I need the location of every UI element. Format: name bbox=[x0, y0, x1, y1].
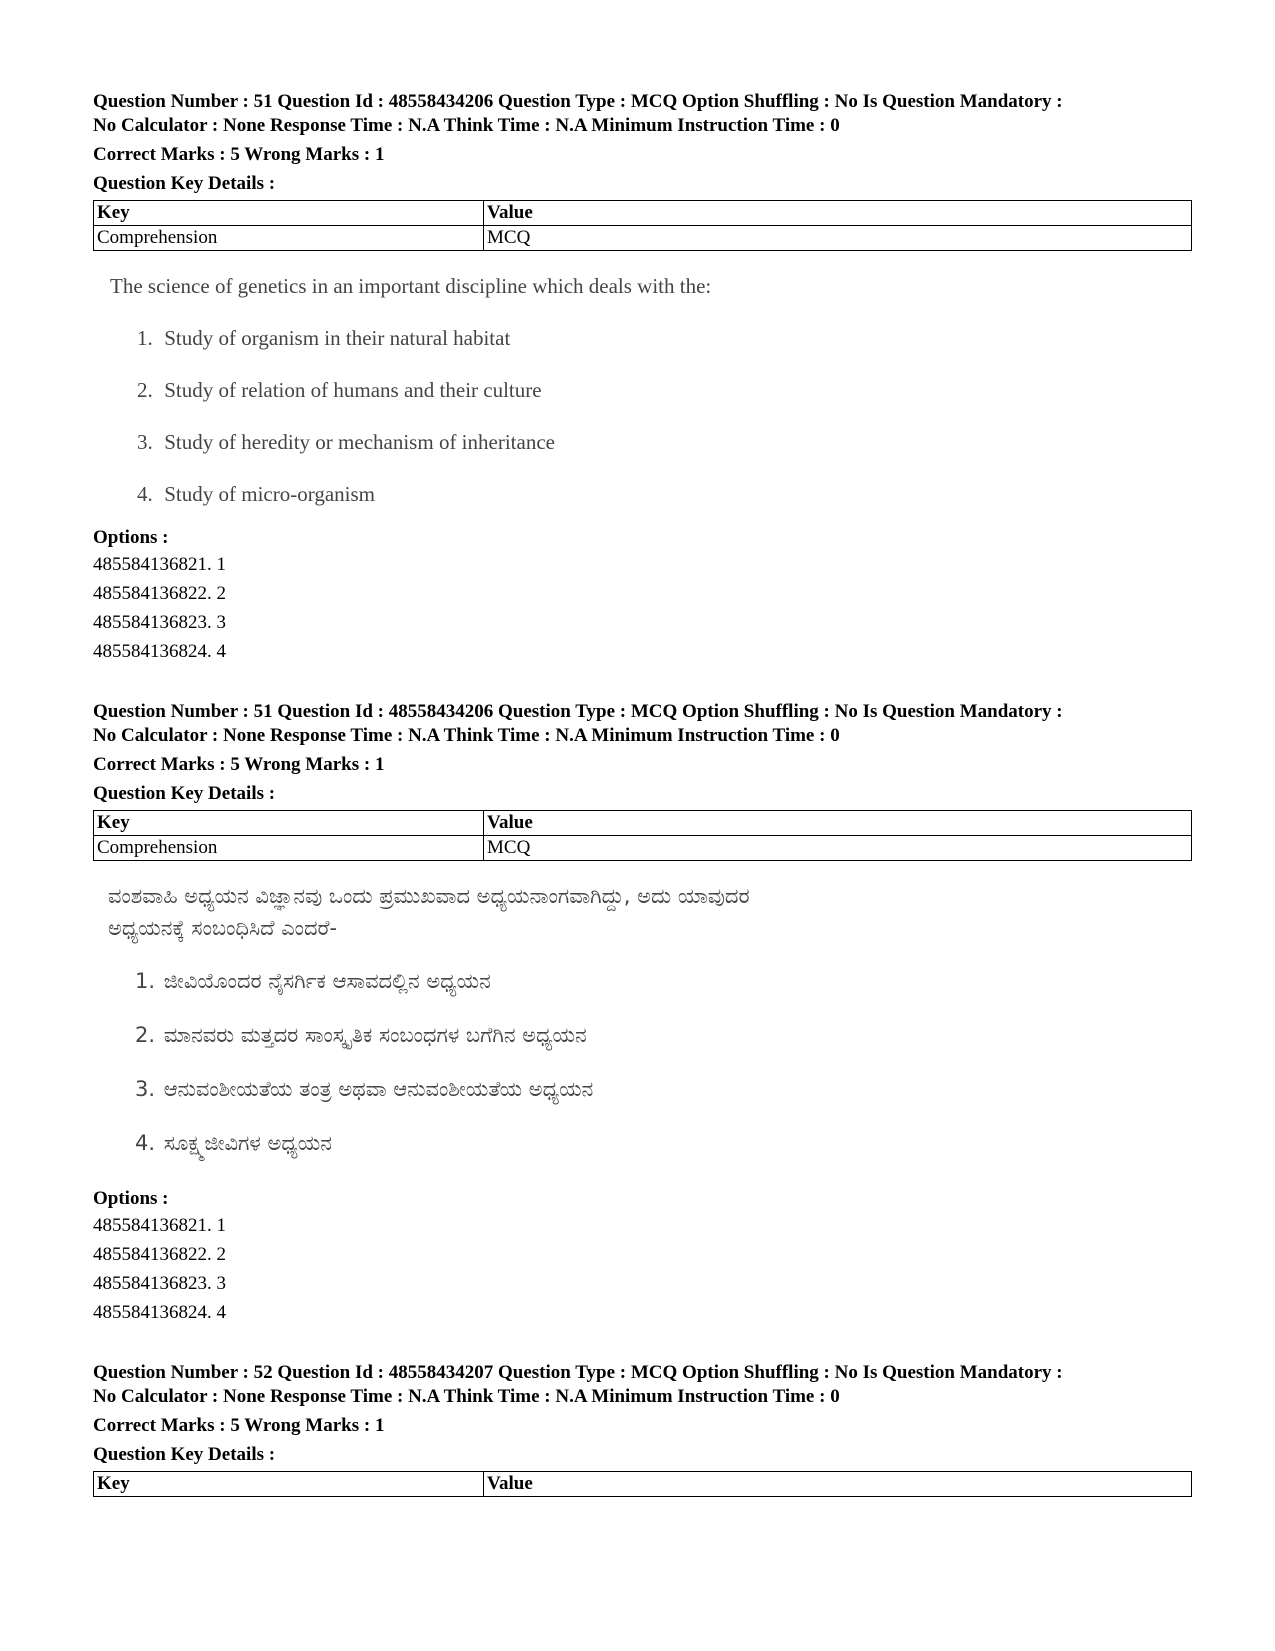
table-cell-key: Comprehension bbox=[94, 226, 484, 251]
question-image-english bbox=[110, 271, 711, 509]
list-item: 4. Study of micro-organism bbox=[137, 482, 376, 506]
option-item: 485584136824. 4 bbox=[93, 641, 226, 662]
question-header bbox=[93, 90, 1193, 138]
options-label: Options : bbox=[93, 527, 169, 548]
question-header bbox=[93, 700, 1193, 748]
question-stem: The science of genetics in an important discipline which deals with the: bbox=[110, 274, 712, 298]
key-details-table bbox=[93, 200, 1192, 251]
table-header-value: Value bbox=[484, 1472, 1192, 1497]
list-item: 2. ಮಾನವರು ಮತ್ತದರ ಸಾಂಸ್ಕೃತಿಕ ಸಂಬಂಧಗಳ ಬಗೆಗಿನ ಅಧ್ಯಯನ bbox=[135, 1023, 587, 1047]
option-item: 485584136823. 3 bbox=[93, 1273, 226, 1294]
question-image-kannada bbox=[108, 880, 750, 1158]
list-item: 4. ಸೂಕ್ಷ್ಮಜೀವಿಗಳ ಅಧ್ಯಯನ bbox=[135, 1131, 332, 1155]
table-header-key: Key bbox=[94, 811, 484, 836]
option-item: 485584136823. 3 bbox=[93, 612, 226, 633]
key-details-table bbox=[93, 1471, 1192, 1497]
marks-line: Correct Marks : 5 Wrong Marks : 1 bbox=[93, 144, 385, 165]
table-header-row bbox=[94, 201, 1192, 226]
table-row bbox=[94, 836, 1192, 861]
marks-line: Correct Marks : 5 Wrong Marks : 1 bbox=[93, 754, 385, 775]
table-cell-value: MCQ bbox=[484, 836, 1192, 861]
key-details-label: Question Key Details : bbox=[93, 1444, 276, 1465]
option-item: 485584136821. 1 bbox=[93, 554, 226, 575]
header-line-2: No Calculator : None Response Time : N.A Think Time : N.A Minimum Instruction Time : 0 bbox=[93, 725, 840, 746]
options-label: Options : bbox=[93, 1188, 169, 1209]
key-details-label: Question Key Details : bbox=[93, 173, 276, 194]
table-header-key: Key bbox=[94, 201, 484, 226]
question-stem-line-2: ಅಧ್ಯಯನಕ್ಕೆ ಸಂಬಂಧಿಸಿದೆ ಎಂದರೆ- bbox=[108, 916, 338, 940]
table-header-row bbox=[94, 1472, 1192, 1497]
list-item: 2. Study of relation of humans and their culture bbox=[137, 378, 542, 402]
question-item-list bbox=[137, 323, 711, 509]
question-item-list bbox=[135, 966, 750, 1158]
options-section-2 bbox=[93, 1187, 1193, 1327]
header-line-1: Question Number : 51 Question Id : 48558434206 Question Type : MCQ Option Shuffling : No Is Question Mandatory : bbox=[93, 701, 1063, 722]
table-header-value: Value bbox=[484, 201, 1192, 226]
header-line-2: No Calculator : None Response Time : N.A Think Time : N.A Minimum Instruction Time : 0 bbox=[93, 115, 840, 136]
table-row bbox=[94, 226, 1192, 251]
option-item: 485584136822. 2 bbox=[93, 583, 226, 604]
table-header-row bbox=[94, 811, 1192, 836]
list-item: 1. Study of organism in their natural habitat bbox=[137, 326, 511, 350]
header-line-1: Question Number : 51 Question Id : 48558434206 Question Type : MCQ Option Shuffling : No Is Question Mandatory : bbox=[93, 91, 1063, 112]
question-block-2 bbox=[93, 700, 1193, 861]
table-header-value: Value bbox=[484, 811, 1192, 836]
table-cell-value: MCQ bbox=[484, 226, 1192, 251]
header-line-1: Question Number : 52 Question Id : 48558434207 Question Type : MCQ Option Shuffling : No Is Question Mandatory : bbox=[93, 1362, 1063, 1383]
option-item: 485584136824. 4 bbox=[93, 1302, 226, 1323]
options-section-1 bbox=[93, 526, 1193, 666]
question-block-3 bbox=[93, 1361, 1193, 1497]
option-item: 485584136822. 2 bbox=[93, 1244, 226, 1265]
table-header-key: Key bbox=[94, 1472, 484, 1497]
key-details-label: Question Key Details : bbox=[93, 783, 276, 804]
key-details-table bbox=[93, 810, 1192, 861]
marks-line: Correct Marks : 5 Wrong Marks : 1 bbox=[93, 1415, 385, 1436]
list-item: 3. ಆನುವಂಶೀಯತೆಯ ತಂತ್ರ ಅಥವಾ ಆನುವಂಶೀಯತೆಯ ಅಧ್ಯಯನ bbox=[135, 1077, 594, 1101]
header-line-2: No Calculator : None Response Time : N.A Think Time : N.A Minimum Instruction Time : 0 bbox=[93, 1386, 840, 1407]
table-cell-key: Comprehension bbox=[94, 836, 484, 861]
list-item: 3. Study of heredity or mechanism of inheritance bbox=[137, 430, 555, 454]
option-item: 485584136821. 1 bbox=[93, 1215, 226, 1236]
question-stem-line-1: ವಂಶವಾಹಿ ಅಧ್ಯಯನ ವಿಜ್ಞಾನವು ಒಂದು ಪ್ರಮುಖವಾದ ಅಧ್ಯಯನಾಂಗವಾಗಿದ್ದು, ಅದು ಯಾವುದರ bbox=[108, 884, 750, 908]
question-header bbox=[93, 1361, 1193, 1409]
question-block-1 bbox=[93, 90, 1193, 251]
list-item: 1. ಜೀವಿಯೊಂದರ ನೈಸರ್ಗಿಕ ಆಸಾವದಲ್ಲಿನ ಅಧ್ಯಯನ bbox=[135, 969, 491, 993]
